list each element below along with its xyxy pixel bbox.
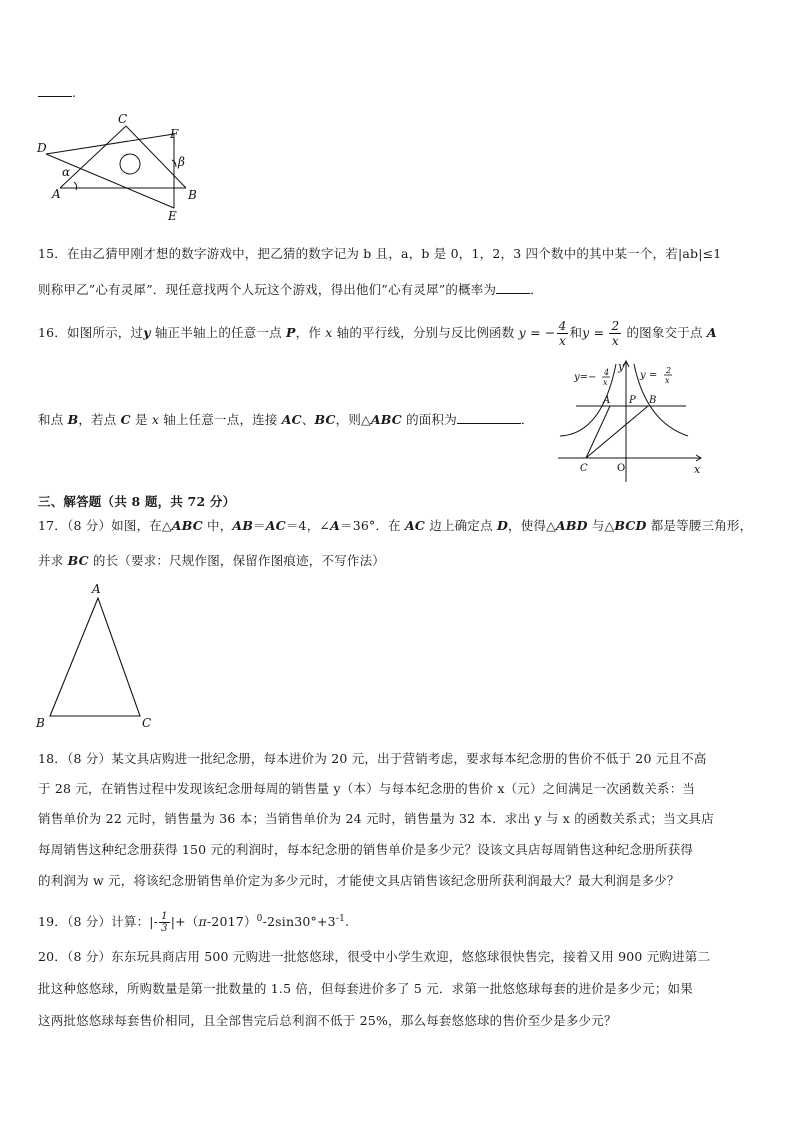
curve-label-1-num: 4 <box>604 368 610 377</box>
label-a: A <box>52 187 61 201</box>
label-alpha: α <box>62 165 71 179</box>
question-20-line-1: 20．（8 分）东东玩具商店用 500 元购进一批悠悠球，很受中小学生欢迎，悠悠球很快售完，接着又用 900 元购进第二 <box>38 949 711 964</box>
point-b-label: B <box>649 395 657 406</box>
label-c: C <box>118 112 128 126</box>
triangle-abc <box>50 598 140 716</box>
question-17-line-1: 17．（8 分）如图，在△ABC 中，AB＝AC＝4，∠A＝36°．在 AC 边上确定点 D，使得△ABD 与△BCD 都是等腰三角形， <box>38 518 753 533</box>
curve-label-1: y=− <box>574 372 597 383</box>
angle-alpha-arc <box>74 182 77 190</box>
answer-blank <box>496 281 530 294</box>
curve-label-2-num: 2 <box>666 366 672 375</box>
label-e: E <box>168 209 177 223</box>
question-19: 19．（8 分）计算：|- $\frac{1}{3}$ $|+(\pi-2017)^0-2\sin 30^\circ+3^{-1}$. <box>38 911 350 935</box>
fraction-4-over-x: $\frac{4}{x}$ <box>558 319 567 348</box>
origin-label: O <box>617 463 626 474</box>
label-b: B <box>188 188 197 202</box>
answer-blank <box>38 84 72 97</box>
question-16-line-2: 和点 B，若点 C 是 x 轴上任意一点，连接 AC、BC，则△ABC 的面积为 ． <box>38 412 534 427</box>
question-18-line-4: 每周销售这种纪念册获得 150 元的利润时，每本纪念册的销售单价是多少元？设该文具店每周销售这种纪念册所获得 <box>38 842 694 857</box>
line-df <box>46 134 174 154</box>
triangle-figure-14 <box>34 112 204 224</box>
question-15-line-1: 15．在由乙猜甲刚才想的数字游戏中，把乙猜的数字记为 b 且，a，b 是 0，1，2，3 四个数中的其中某一个，若|ab|≤1 <box>38 246 722 261</box>
question-15-line-2: 则称甲乙”心有灵犀”．现任意找两个人玩这个游戏，得出他们”心有灵犀”的概率为 ． <box>38 282 543 297</box>
question-16-line-1: 16．如图所示，过y 轴正半轴上的任意一点 P，作 x 轴的平行线，分别与反比例函数 y = − $\frac{4}{x}$ 和y = $\frac{2}{x}$ 的图象交于点 A <box>38 319 717 348</box>
triangle-figure-17 <box>30 580 160 732</box>
line-de <box>46 154 174 208</box>
question-17-line-2: 并求 BC 的长（要求：尺规作图，保留作图痕迹，不写作法） <box>38 553 386 568</box>
vertex-a-label: A <box>92 582 101 596</box>
equation-1-lhs: y = − <box>518 325 556 340</box>
segment-ca <box>586 406 610 458</box>
curve-label-2: y = <box>640 370 658 381</box>
y-axis-label: y <box>618 360 625 373</box>
answer-blank <box>457 411 521 424</box>
question-20-line-3: 这两批悠悠球每套售价相同，且全部售完后总利润不低于 25%，那么每套悠悠球的售价至少是多少元？ <box>38 1013 617 1028</box>
question-18-line-5: 的利润为 w 元，将该纪念册销售单价定为多少元时，才能使文具店销售该纪念册所获利润最大？最大利润是多少？ <box>38 873 680 888</box>
fraction-2-over-x: $\frac{2}{x}$ <box>611 319 620 348</box>
segment-cb <box>586 406 648 458</box>
previous-answer-blank: . <box>38 84 76 102</box>
curve-label-2-den: x <box>665 376 670 385</box>
question-18-line-3: 销售单价为 22 元时，销售量为 36 本；当销售单价为 24 元时，销售量为 32 本．求出 y 与 x 的函数关系式；当文具店 <box>38 811 714 826</box>
label-beta: β <box>178 155 185 169</box>
fraction-1-over-3: $\frac{1}{3}$ <box>161 911 168 935</box>
curve-label-1-den: x <box>603 378 608 387</box>
circle-shape <box>120 154 140 174</box>
label-d: D <box>37 141 47 155</box>
question-18-line-2: 于 28 元，在销售过程中发现该纪念册每周的销售量 y（本）与每本纪念册的售价 x（元）之间满足一次函数关系：当 <box>38 781 696 796</box>
equation-2-lhs: y = <box>582 325 609 340</box>
point-p-label: P <box>629 395 636 406</box>
point-c-label: C <box>580 463 588 474</box>
hyperbola-figure-16 <box>556 358 706 484</box>
vertex-c-label: C <box>142 716 152 730</box>
label-f: F <box>170 127 179 141</box>
point-a-label: A <box>603 395 611 406</box>
question-18-line-1: 18．（8 分）某文具店购进一批纪念册，每本进价为 20 元，出于营销考虑，要求每本纪念册的售价不低于 20 元且不高 <box>38 751 707 766</box>
question-20-line-2: 批这种悠悠球，所购数量是第一批数量的 1.5 倍，但每套进价多了 5 元．求第一批悠悠球每套的进价是多少元；如果 <box>38 981 693 996</box>
vertex-b-label: B <box>36 716 45 730</box>
x-axis-label: x <box>694 463 701 476</box>
section-3-heading: 三、解答题（共 8 题，共 72 分） <box>38 494 236 509</box>
